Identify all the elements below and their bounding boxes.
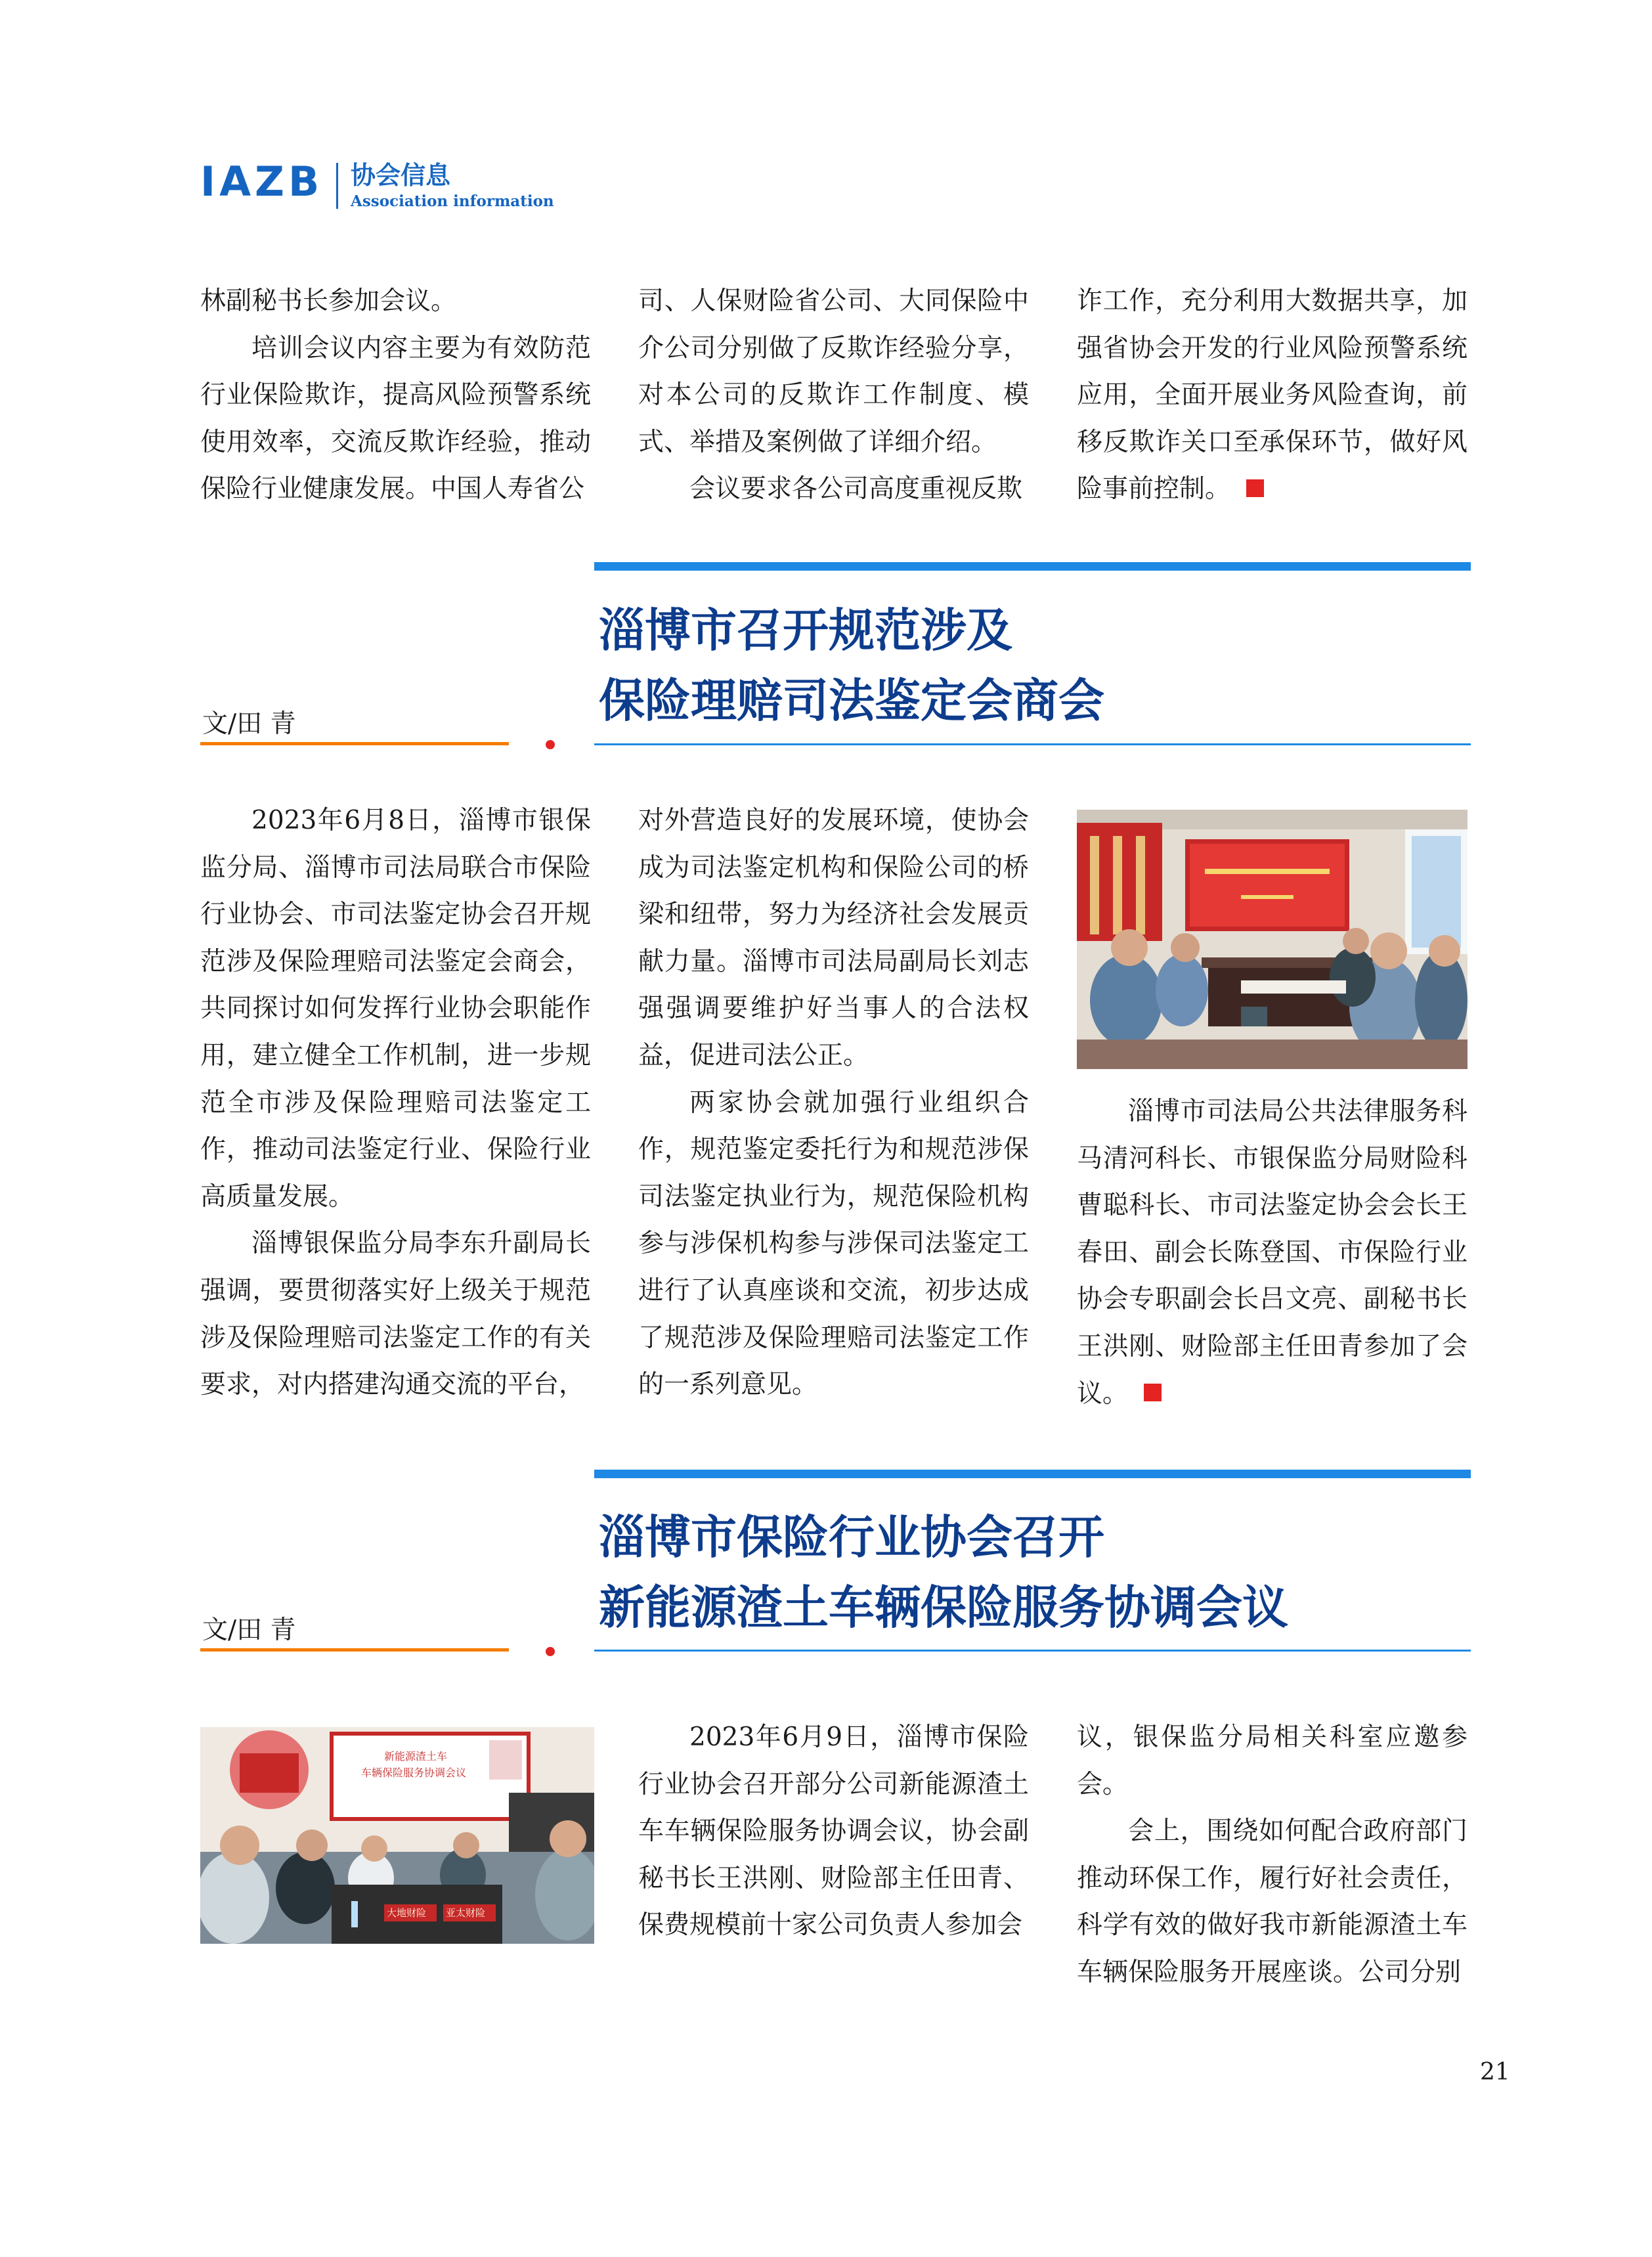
article2-col2 bbox=[638, 1714, 1029, 1949]
paragraph: 培训会议内容主要为有效防范行业保险欺诈，提高风险预警系统使用效率，交流反欺诈经验，推动保险行业健康发展。中国人寿省公 bbox=[200, 333, 591, 504]
paragraph: 对外营造良好的发展环境，使协会成为司法鉴定机构和保险公司的桥梁和纽带，努力为经济社会发展贡献力量。淄博市司法局副局长刘志强强调要维护好当事人的合法权益，促进司法公正。 bbox=[638, 806, 1029, 1070]
paragraph: 议，银保监分局相关科室应邀参会。 bbox=[1077, 1722, 1467, 1799]
section-subtitle: Association information bbox=[351, 192, 554, 210]
article1-col2 bbox=[638, 797, 1029, 1409]
paragraph: 司、人保财险省公司、大同保险中介公司分别做了反欺诈经验分享，对本公司的反欺诈工作制度、模式、举措及案例做了详细介绍。 bbox=[638, 286, 1029, 457]
article2-col3 bbox=[1077, 1714, 1467, 1996]
section-title: 协会信息 bbox=[351, 160, 451, 190]
paragraph: 会上，围绕如何配合政府部门推动环保工作，履行好社会责任，科学有效的做好我市新能源渣土车车辆保险服务开展座谈。公司分别 bbox=[1077, 1816, 1467, 1987]
article2-title-line1: 淄博市保险行业协会召开 bbox=[599, 1510, 1104, 1564]
prev-article-col1 bbox=[200, 278, 591, 513]
paragraph-text: 诈工作，充分利用大数据共享，加强省协会开发的行业风险预警系统应用，全面开展业务风险查询，前移反欺诈关口至承保环节，做好风险事前控制。 bbox=[1077, 286, 1467, 504]
header-divider bbox=[336, 163, 338, 209]
article1-red-dot bbox=[546, 740, 555, 749]
paragraph bbox=[1077, 278, 1467, 513]
logo: IAZB bbox=[200, 158, 324, 206]
article2-byline-rule bbox=[200, 1648, 509, 1652]
prev-article-col3 bbox=[1077, 278, 1467, 513]
article2-red-dot bbox=[546, 1647, 555, 1656]
paragraph: 淄博银保监分局李东升副局长强调，要贯彻落实好上级关于规范涉及保险理赔司法鉴定工作的有关要求，对内搭建沟通交流的平台， bbox=[200, 1229, 591, 1400]
article2-title-underline bbox=[594, 1650, 1471, 1652]
meeting-photo-2 bbox=[200, 1727, 594, 1944]
photo2-screen-line1: 新能源渣土车 bbox=[384, 1750, 448, 1763]
meeting-photo-1-image bbox=[1077, 810, 1467, 1069]
paragraph: 林副秘书长参加会议。 bbox=[200, 286, 457, 316]
article1-col3 bbox=[1077, 1088, 1467, 1417]
photo2-sign-2: 亚太财险 bbox=[446, 1907, 486, 1919]
photo2-sign-1: 大地财险 bbox=[387, 1907, 427, 1919]
end-mark bbox=[1246, 479, 1264, 497]
article2-byline: 文/田 青 bbox=[202, 1615, 296, 1645]
end-mark bbox=[1144, 1384, 1162, 1401]
article1-title-underline bbox=[594, 743, 1471, 745]
article1-title-line2: 保险理赔司法鉴定会商会 bbox=[599, 673, 1104, 728]
article1-title-line1: 淄博市召开规范涉及 bbox=[599, 603, 1012, 657]
meeting-photo-1 bbox=[1077, 810, 1467, 1069]
page-number: 21 bbox=[1480, 2059, 1510, 2086]
paragraph: 2023年6月9日，淄博市保险行业协会召开部分公司新能源渣土车车辆保险服务协调会议，协会副秘书长王洪刚、财险部主任田青、保费规模前十家公司负责人参加会 bbox=[638, 1722, 1029, 1940]
photo2-screen-line2: 车辆保险服务协调会议 bbox=[361, 1766, 467, 1779]
article2-title-line2: 新能源渣土车辆保险服务协调会议 bbox=[599, 1580, 1288, 1634]
article1-col1 bbox=[200, 797, 591, 1409]
article2-top-bar bbox=[594, 1470, 1471, 1478]
paragraph-text: 淄博市司法局公共法律服务科马清河科长、市银保监分局财险科曹聪科长、市司法鉴定协会会长王春田、副会长陈登国、市保险行业协会专职副会长吕文亮、副秘书长王洪刚、财险部主任田青参加了会议。 bbox=[1077, 1097, 1467, 1409]
article1-top-bar bbox=[594, 562, 1471, 571]
paragraph: 两家协会就加强行业组织合作，规范鉴定委托行为和规范涉保司法鉴定执业行为，规范保险机构参与涉保机构参与涉保司法鉴定工进行了认真座谈和交流，初步达成了规范涉及保险理赔司法鉴定工作的一系列意见。 bbox=[638, 1087, 1029, 1400]
article1-byline: 文/田 青 bbox=[202, 709, 296, 739]
paragraph: 2023年6月8日，淄博市银保监分局、淄博市司法局联合市保险行业协会、市司法鉴定协会召开规范涉及保险理赔司法鉴定会商会，共同探讨如何发挥行业协会职能作用，建立健全工作机制，进一步规范全市涉及保险理赔司法鉴定工作，推动司法鉴定行业、保险行业高质量发展。 bbox=[200, 806, 591, 1212]
paragraph bbox=[1077, 1088, 1467, 1417]
article1-byline-rule bbox=[200, 742, 509, 745]
prev-article-col2 bbox=[638, 278, 1029, 513]
paragraph: 会议要求各公司高度重视反欺 bbox=[689, 474, 1023, 504]
